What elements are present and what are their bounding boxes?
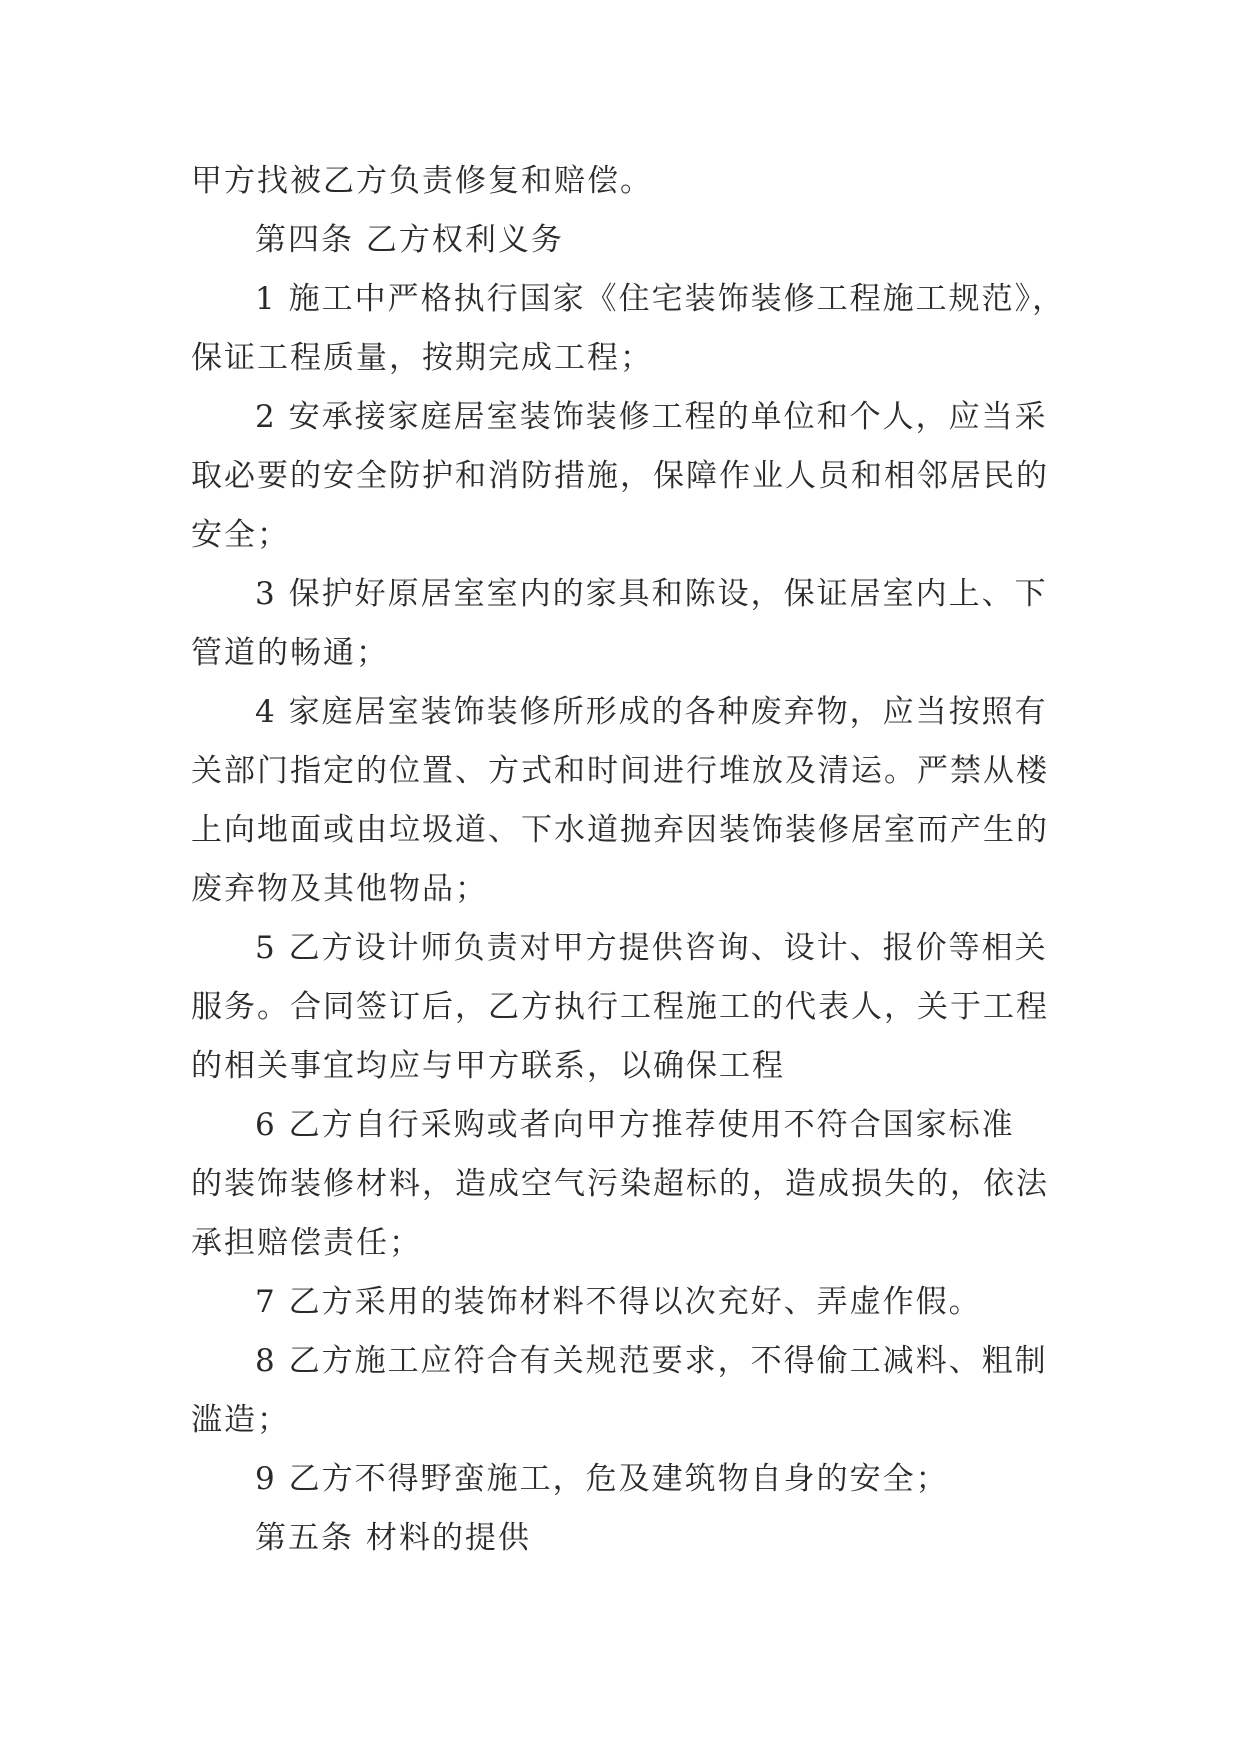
text-line: 2 安承接家庭居室装饰装修工程的单位和个人，应当采: [255, 399, 1048, 435]
text-line: 取必要的安全防护和消防措施，保障作业人员和相邻居民的: [191, 458, 1049, 494]
text-line: 9 乙方不得野蛮施工，危及建筑物自身的安全；: [255, 1461, 949, 1497]
text-line: 管道的畅通；: [191, 635, 389, 671]
text-line: 8 乙方施工应符合有关规范要求，不得偷工减料、粗制: [255, 1343, 1048, 1379]
text-line: 保证工程质量，按期完成工程；: [191, 340, 653, 376]
section-heading-article-4: 第四条 乙方权利义务: [255, 222, 564, 258]
text-line: 上向地面或由垃圾道、下水道抛弃因装饰装修居室而产生的: [191, 812, 1049, 848]
text-line: 甲方找被乙方负责修复和赔偿。: [191, 163, 653, 199]
document-body: [191, 152, 1071, 1568]
text-line: 滥造；: [191, 1402, 290, 1438]
text-line: 的相关事宜均应与甲方联系，以确保工程: [191, 1048, 785, 1084]
text-line: 废弃物及其他物品；: [191, 871, 488, 907]
section-heading-article-5: 第五条 材料的提供: [255, 1520, 531, 1556]
text-line: 安全；: [191, 517, 290, 553]
text-line: 4 家庭居室装饰装修所形成的各种废弃物，应当按照有: [255, 694, 1048, 730]
text-line: 承担赔偿责任；: [191, 1225, 422, 1261]
text-line: 的装饰装修材料，造成空气污染超标的，造成损失的，依法: [191, 1166, 1049, 1202]
text-line: 3 保护好原居室室内的家具和陈设，保证居室内上、下: [255, 576, 1048, 612]
text-line: 关部门指定的位置、方式和时间进行堆放及清运。严禁从楼: [191, 753, 1049, 789]
text-line: 1 施工中严格执行国家《住宅装饰装修工程施工规范》，: [255, 281, 1066, 317]
text-line: 服务。合同签订后，乙方执行工程施工的代表人，关于工程: [191, 989, 1049, 1025]
text-line: 7 乙方采用的装饰材料不得以次充好、弄虚作假。: [255, 1284, 982, 1320]
text-line: 6 乙方自行采购或者向甲方推荐使用不符合国家标准: [255, 1107, 1015, 1143]
text-line: 5 乙方设计师负责对甲方提供咨询、设计、报价等相关: [255, 930, 1048, 966]
